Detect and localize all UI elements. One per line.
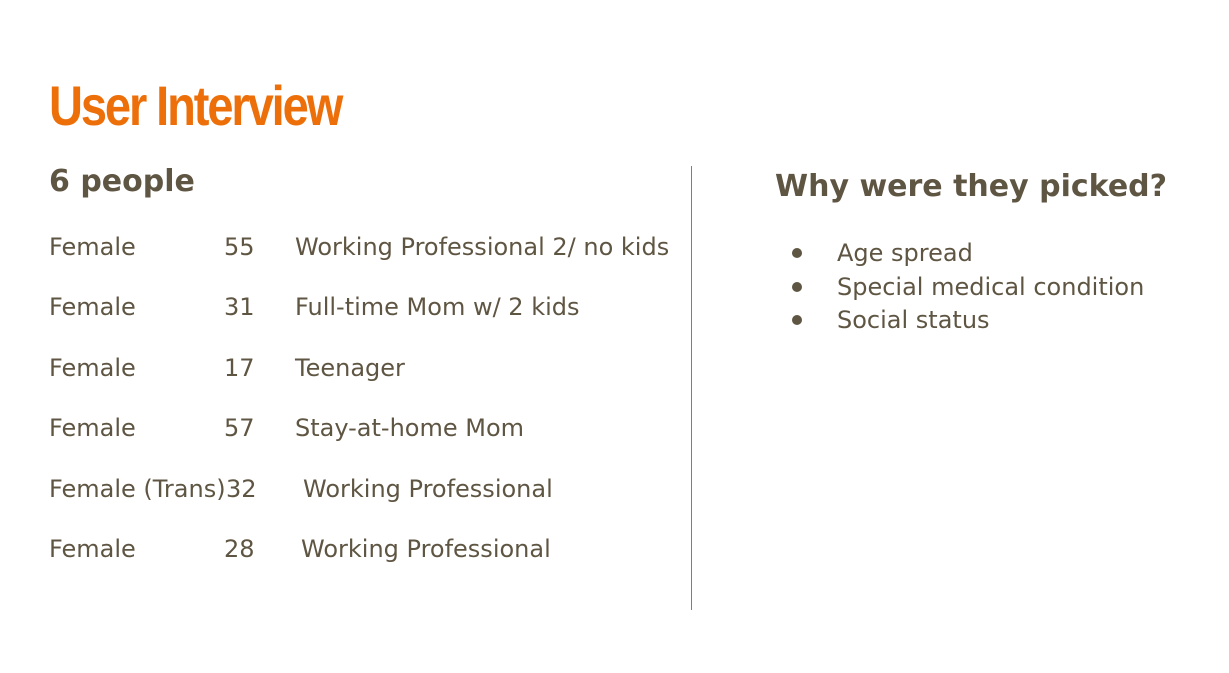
bullet-icon	[792, 248, 802, 258]
person-gender: Female	[49, 354, 136, 382]
person-description: Teenager	[295, 354, 405, 382]
person-description: Working Professional	[301, 535, 551, 563]
selection-reason-heading: Why were they picked?	[775, 169, 1168, 204]
person-gender: Female	[49, 535, 136, 563]
people-count-heading: 6 people	[49, 164, 195, 199]
person-gender: Female	[49, 293, 136, 321]
person-gender: Female	[49, 414, 136, 442]
reason-text: Special medical condition	[837, 273, 1145, 301]
person-age: 28	[224, 535, 255, 563]
person-description: Working Professional 2/ no kids	[295, 233, 670, 261]
person-age: 17	[224, 354, 255, 382]
person-description: Working Professional	[303, 475, 553, 503]
person-gender: Female (Trans)	[49, 475, 226, 503]
column-divider	[691, 166, 692, 610]
person-age: 55	[224, 233, 255, 261]
person-description: Full-time Mom w/ 2 kids	[295, 293, 580, 321]
person-age: 57	[224, 414, 255, 442]
person-age: 31	[224, 293, 255, 321]
person-age: 32	[226, 475, 257, 503]
person-gender: Female	[49, 233, 136, 261]
slide-title: User Interview	[49, 74, 342, 137]
bullet-icon	[792, 282, 802, 292]
bullet-icon	[792, 315, 802, 325]
person-description: Stay-at-home Mom	[295, 414, 525, 442]
reason-text: Age spread	[837, 239, 973, 267]
reason-text: Social status	[837, 306, 990, 334]
